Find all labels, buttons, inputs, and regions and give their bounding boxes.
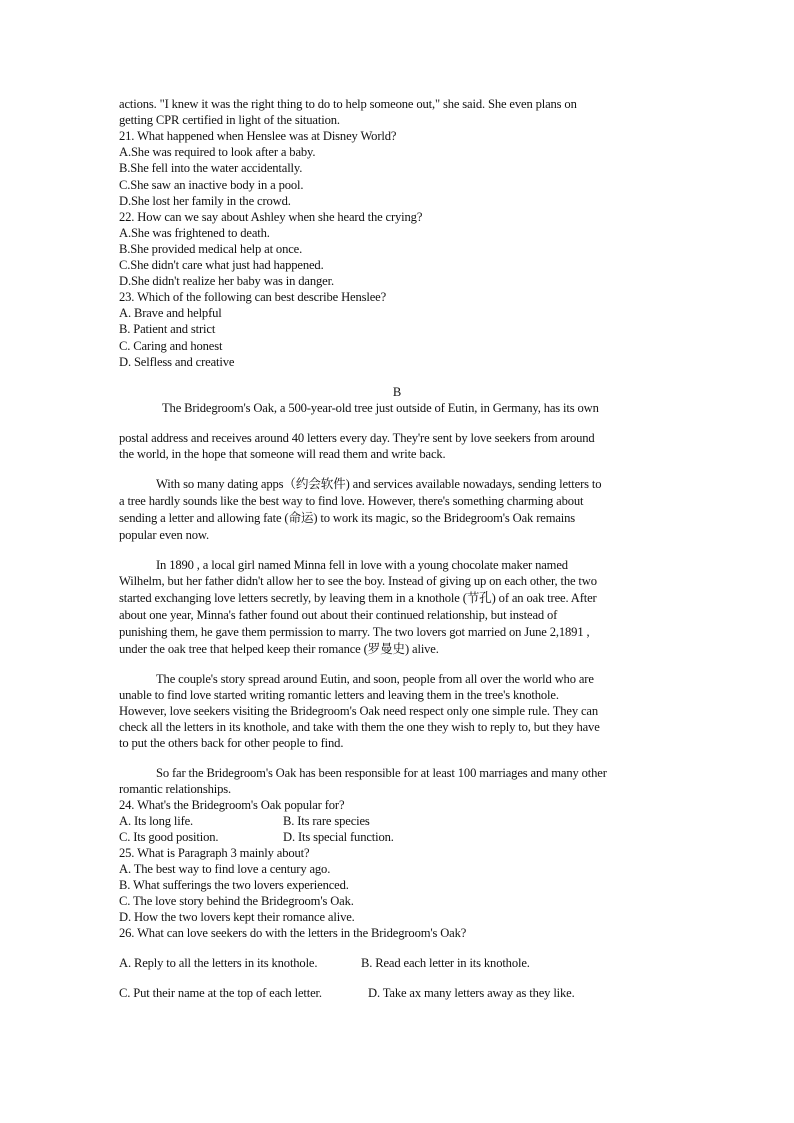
question-21-stem: 21. What happened when Henslee was at Disney World? [119,129,397,143]
question-22-option-b: B.She provided medical help at once. [119,242,303,256]
passage-b-line: the world, in the hope that someone will read them and write back. [119,447,446,461]
question-21-option-c: C.She saw an inactive body in a pool. [119,178,304,192]
question-24-option-b: B. Its rare species [283,814,370,828]
question-22-stem: 22. How can we say about Ashley when she heard the crying? [119,210,423,224]
question-26-option-b: B. Read each letter in its knothole. [361,956,530,970]
question-26-option-c: C. Put their name at the top of each letter. [119,986,322,1000]
passage-b-line: punishing them, he gave them permission to marry. The two lovers got married on June 2,1891 , [119,625,590,639]
question-23-option-c: C. Caring and honest [119,339,223,353]
question-26-option-d: D. Take ax many letters away as they like. [368,986,575,1000]
question-24-options-row [119,829,394,845]
question-24-stem: 24. What's the Bridegroom's Oak popular for? [119,798,345,812]
question-22-option-d: D.She didn't realize her baby was in danger. [119,274,334,288]
passage-b-line: So far the Bridegroom's Oak has been responsible for at least 100 marriages and many other [156,766,607,780]
passage-b-line: sending a letter and allowing fate (命运) to work its magic, so the Bridegroom's Oak remains [119,511,576,525]
passage-a-line: actions. "I knew it was the right thing to do to help someone out," she said. She even plans on [119,97,577,111]
passage-b-line: romantic relationships. [119,782,231,796]
question-25-option-b: B. What sufferings the two lovers experienced. [119,878,349,892]
question-24-option-d: D. Its special function. [283,830,394,844]
passage-b-line: With so many dating apps（约会软件) and services available nowadays, sending letters to [156,477,602,491]
question-21-option-b: B.She fell into the water accidentally. [119,161,303,175]
question-24-option-c: C. Its good position. [119,830,219,844]
passage-b-line: a tree hardly sounds like the best way to find love. However, there's something charming about [119,494,584,508]
question-25-option-c: C. The love story behind the Bridegroom's Oak. [119,894,354,908]
question-26-stem: 26. What can love seekers do with the letters in the Bridegroom's Oak? [119,926,467,940]
passage-b-line: However, love seekers visiting the Bridegroom's Oak need respect only one simple rule. They can [119,704,598,718]
question-23-option-a: A. Brave and helpful [119,306,222,320]
question-26-options-row [119,955,530,971]
section-b-heading: B [392,385,402,399]
passage-b-line: The couple's story spread around Eutin, and soon, people from all over the world who are [156,672,594,686]
passage-b-line: The Bridegroom's Oak, a 500-year-old tree just outside of Eutin, in Germany, has its own [162,401,599,415]
question-25-option-d: D. How the two lovers kept their romance alive. [119,910,355,924]
question-25-stem: 25. What is Paragraph 3 mainly about? [119,846,310,860]
passage-b-line: about one year, Minna's father found out about their continued relationship, but instead of [119,608,558,622]
passage-b-line: postal address and receives around 40 letters every day. They're sent by love seekers from around [119,431,595,445]
question-24-option-a: A. Its long life. [119,814,194,828]
question-25-option-a: A. The best way to find love a century ago. [119,862,331,876]
question-23-stem: 23. Which of the following can best describe Henslee? [119,290,387,304]
passage-b-line: under the oak tree that helped keep their romance (罗曼史) alive. [119,642,439,656]
question-26-options-row [119,985,575,1001]
passage-b-line: started exchanging love letters secretly, by leaving them in a knothole (节孔) of an oak tree. After [119,591,597,605]
passage-a-line: getting CPR certified in light of the situation. [119,113,340,127]
passage-b-line: In 1890 , a local girl named Minna fell in love with a young chocolate maker named [156,558,568,572]
question-21-option-a: A.She was required to look after a baby. [119,145,316,159]
question-23-option-b: B. Patient and strict [119,322,216,336]
passage-b-line: unable to find love started writing romantic letters and leaving them in the tree's knothole. [119,688,559,702]
passage-b-line: Wilhelm, but her father didn't allow her to see the boy. Instead of giving up on each other, the two [119,574,597,588]
passage-b-line: to put the others back for other people to find. [119,736,344,750]
question-23-option-d: D. Selfless and creative [119,355,235,369]
question-22-option-a: A.She was frightened to death. [119,226,270,240]
passage-b-line: check all the letters in its knothole, and take with them the one they wish to reply to, but they have [119,720,600,734]
passage-b-line: popular even now. [119,528,210,542]
question-21-option-d: D.She lost her family in the crowd. [119,194,291,208]
question-22-option-c: C.She didn't care what just had happened. [119,258,324,272]
question-24-options-row [119,813,370,829]
question-26-option-a: A. Reply to all the letters in its knothole. [119,956,318,970]
